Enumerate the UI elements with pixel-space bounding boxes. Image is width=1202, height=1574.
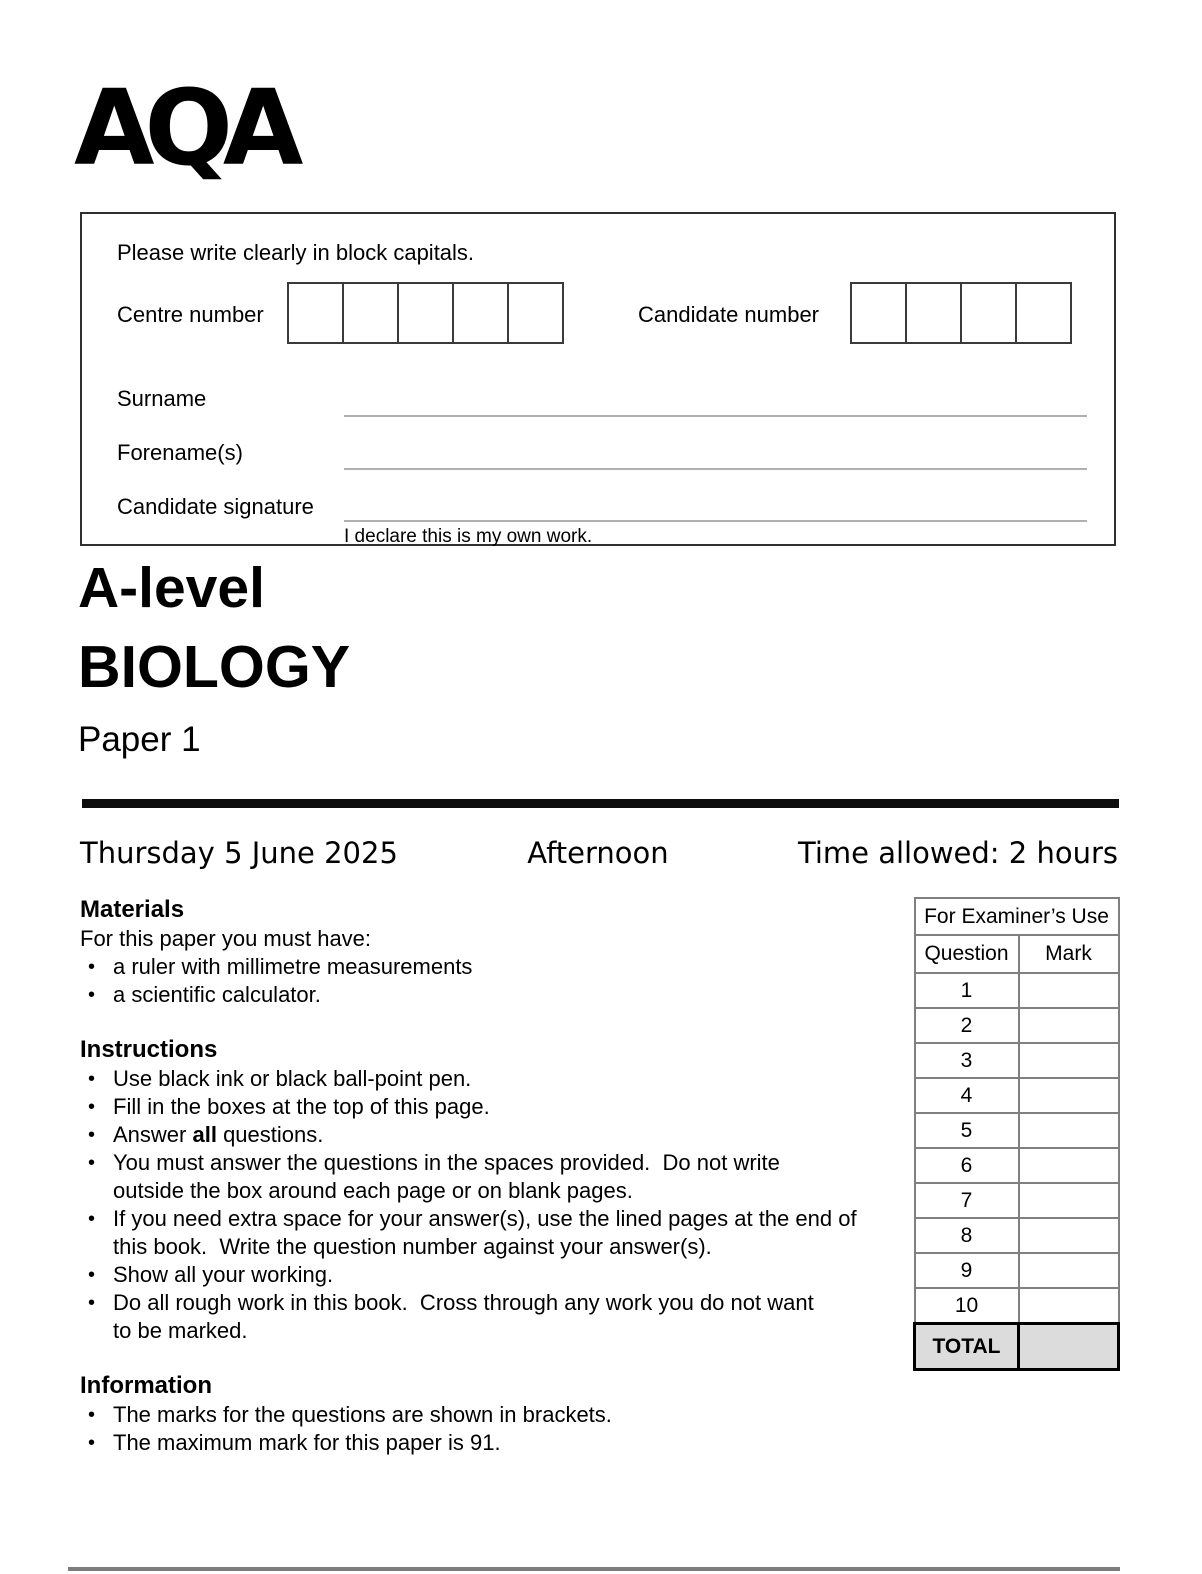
candidate-signature-label: Candidate signature [117, 494, 314, 519]
candidate-number-cell[interactable] [850, 282, 907, 344]
bullet-icon: • [88, 984, 96, 1006]
question-number: 2 [915, 1008, 1019, 1043]
subject-title: BIOLOGY [78, 634, 351, 700]
block-capitals-note: Please write clearly in block capitals. [117, 240, 475, 265]
list-item: • Fill in the boxes at the top of this page. [80, 1093, 892, 1121]
front-page-text-column [80, 895, 892, 1457]
candidate-number-cell[interactable] [905, 282, 962, 344]
question-number: 4 [915, 1078, 1019, 1113]
question-number: 6 [915, 1148, 1019, 1183]
mark-cell [1019, 1043, 1119, 1078]
bullet-icon: • [88, 1096, 96, 1118]
question-column-header: Question [915, 935, 1019, 973]
mark-cell [1019, 1113, 1119, 1148]
question-number: 1 [915, 973, 1019, 1008]
instructions-list [80, 1065, 892, 1345]
exam-session: Afternoon [527, 836, 669, 870]
centre-number-label: Centre number [117, 302, 264, 327]
forenames-field[interactable] [344, 468, 1087, 470]
mark-cell [1019, 1148, 1119, 1183]
bullet-icon: • [88, 1404, 96, 1426]
declaration-text: I declare this is my own work. [344, 526, 593, 547]
list-item: • Show all your working. [80, 1261, 892, 1289]
table-row [915, 1288, 1119, 1324]
bullet-icon: • [88, 1264, 96, 1286]
list-item: • Answer all questions. [80, 1121, 892, 1149]
centre-number-cell[interactable] [507, 282, 564, 344]
question-number: 5 [915, 1113, 1019, 1148]
table-row [915, 1078, 1119, 1113]
centre-number-input [287, 282, 564, 344]
page-bottom-rule [68, 1567, 1120, 1571]
bullet-icon: • [88, 956, 96, 978]
list-item: • Use black ink or black ball-point pen. [80, 1065, 892, 1093]
forenames-label: Forename(s) [117, 440, 243, 465]
table-row [915, 1183, 1119, 1218]
candidate-number-cell[interactable] [960, 282, 1017, 344]
candidate-number-label: Candidate number [638, 302, 820, 327]
mark-cell [1019, 1218, 1119, 1253]
candidate-details-box [80, 212, 1116, 546]
mark-cell [1019, 1078, 1119, 1113]
total-row [915, 1324, 1119, 1370]
information-list [80, 1401, 892, 1457]
bullet-icon: • [88, 1152, 96, 1174]
examiner-use-table [913, 897, 1120, 1371]
question-number: 10 [915, 1288, 1019, 1324]
mark-cell [1019, 1183, 1119, 1218]
session-row [80, 836, 1118, 871]
bullet-icon: • [88, 1124, 96, 1146]
qualification-title: A-level [78, 556, 265, 620]
list-item: • a scientific calculator. [80, 981, 892, 1009]
total-label: TOTAL [915, 1324, 1019, 1370]
question-number: 9 [915, 1253, 1019, 1288]
centre-number-cell[interactable] [287, 282, 344, 344]
table-row [915, 1113, 1119, 1148]
candidate-number-input [850, 282, 1072, 344]
time-allowed: Time allowed: 2 hours [798, 836, 1118, 870]
materials-list [80, 953, 892, 1009]
list-item: • a ruler with millimetre measurements [80, 953, 892, 981]
total-mark-cell [1019, 1324, 1119, 1370]
surname-field[interactable] [344, 415, 1087, 417]
centre-number-cell[interactable] [397, 282, 454, 344]
candidate-signature-field[interactable] [344, 520, 1087, 522]
bullet-icon: • [88, 1068, 96, 1090]
question-number: 3 [915, 1043, 1019, 1078]
mark-cell [1019, 1288, 1119, 1324]
bullet-icon: • [88, 1432, 96, 1454]
table-row [915, 973, 1119, 1008]
table-row [915, 1043, 1119, 1078]
paper-number: Paper 1 [78, 720, 201, 759]
table-row [915, 1218, 1119, 1253]
examiner-table-title: For Examiner’s Use [915, 898, 1119, 935]
centre-number-cell[interactable] [452, 282, 509, 344]
instructions-heading: Instructions [80, 1036, 218, 1063]
table-row [915, 1008, 1119, 1043]
list-item: • Do all rough work in this book. Cross through any work you do not want to be marked. [80, 1289, 892, 1345]
bullet-icon: • [88, 1292, 96, 1314]
divider-rule [82, 799, 1119, 808]
materials-intro: For this paper you must have: [80, 926, 372, 951]
mark-column-header: Mark [1019, 935, 1119, 973]
mark-cell [1019, 973, 1119, 1008]
surname-label: Surname [117, 386, 207, 411]
exam-date: Thursday 5 June 2025 [80, 836, 398, 870]
mark-cell [1019, 1008, 1119, 1043]
table-row [915, 1148, 1119, 1183]
list-item: • You must answer the questions in the spaces provided. Do not write outside the box around each page or on blank pages. [80, 1149, 892, 1205]
question-number: 7 [915, 1183, 1019, 1218]
centre-number-cell[interactable] [342, 282, 399, 344]
aqa-logo: AQA [74, 67, 294, 189]
information-heading: Information [80, 1372, 212, 1399]
materials-heading: Materials [80, 896, 185, 923]
list-item: • The marks for the questions are shown in brackets. [80, 1401, 892, 1429]
question-number: 8 [915, 1218, 1019, 1253]
bullet-icon: • [88, 1208, 96, 1230]
list-item: • If you need extra space for your answer(s), use the lined pages at the end of this book. Write the question number against your answer(s). [80, 1205, 892, 1261]
list-item: • The maximum mark for this paper is 91. [80, 1429, 892, 1457]
mark-cell [1019, 1253, 1119, 1288]
table-row [915, 1253, 1119, 1288]
candidate-number-cell[interactable] [1015, 282, 1072, 344]
